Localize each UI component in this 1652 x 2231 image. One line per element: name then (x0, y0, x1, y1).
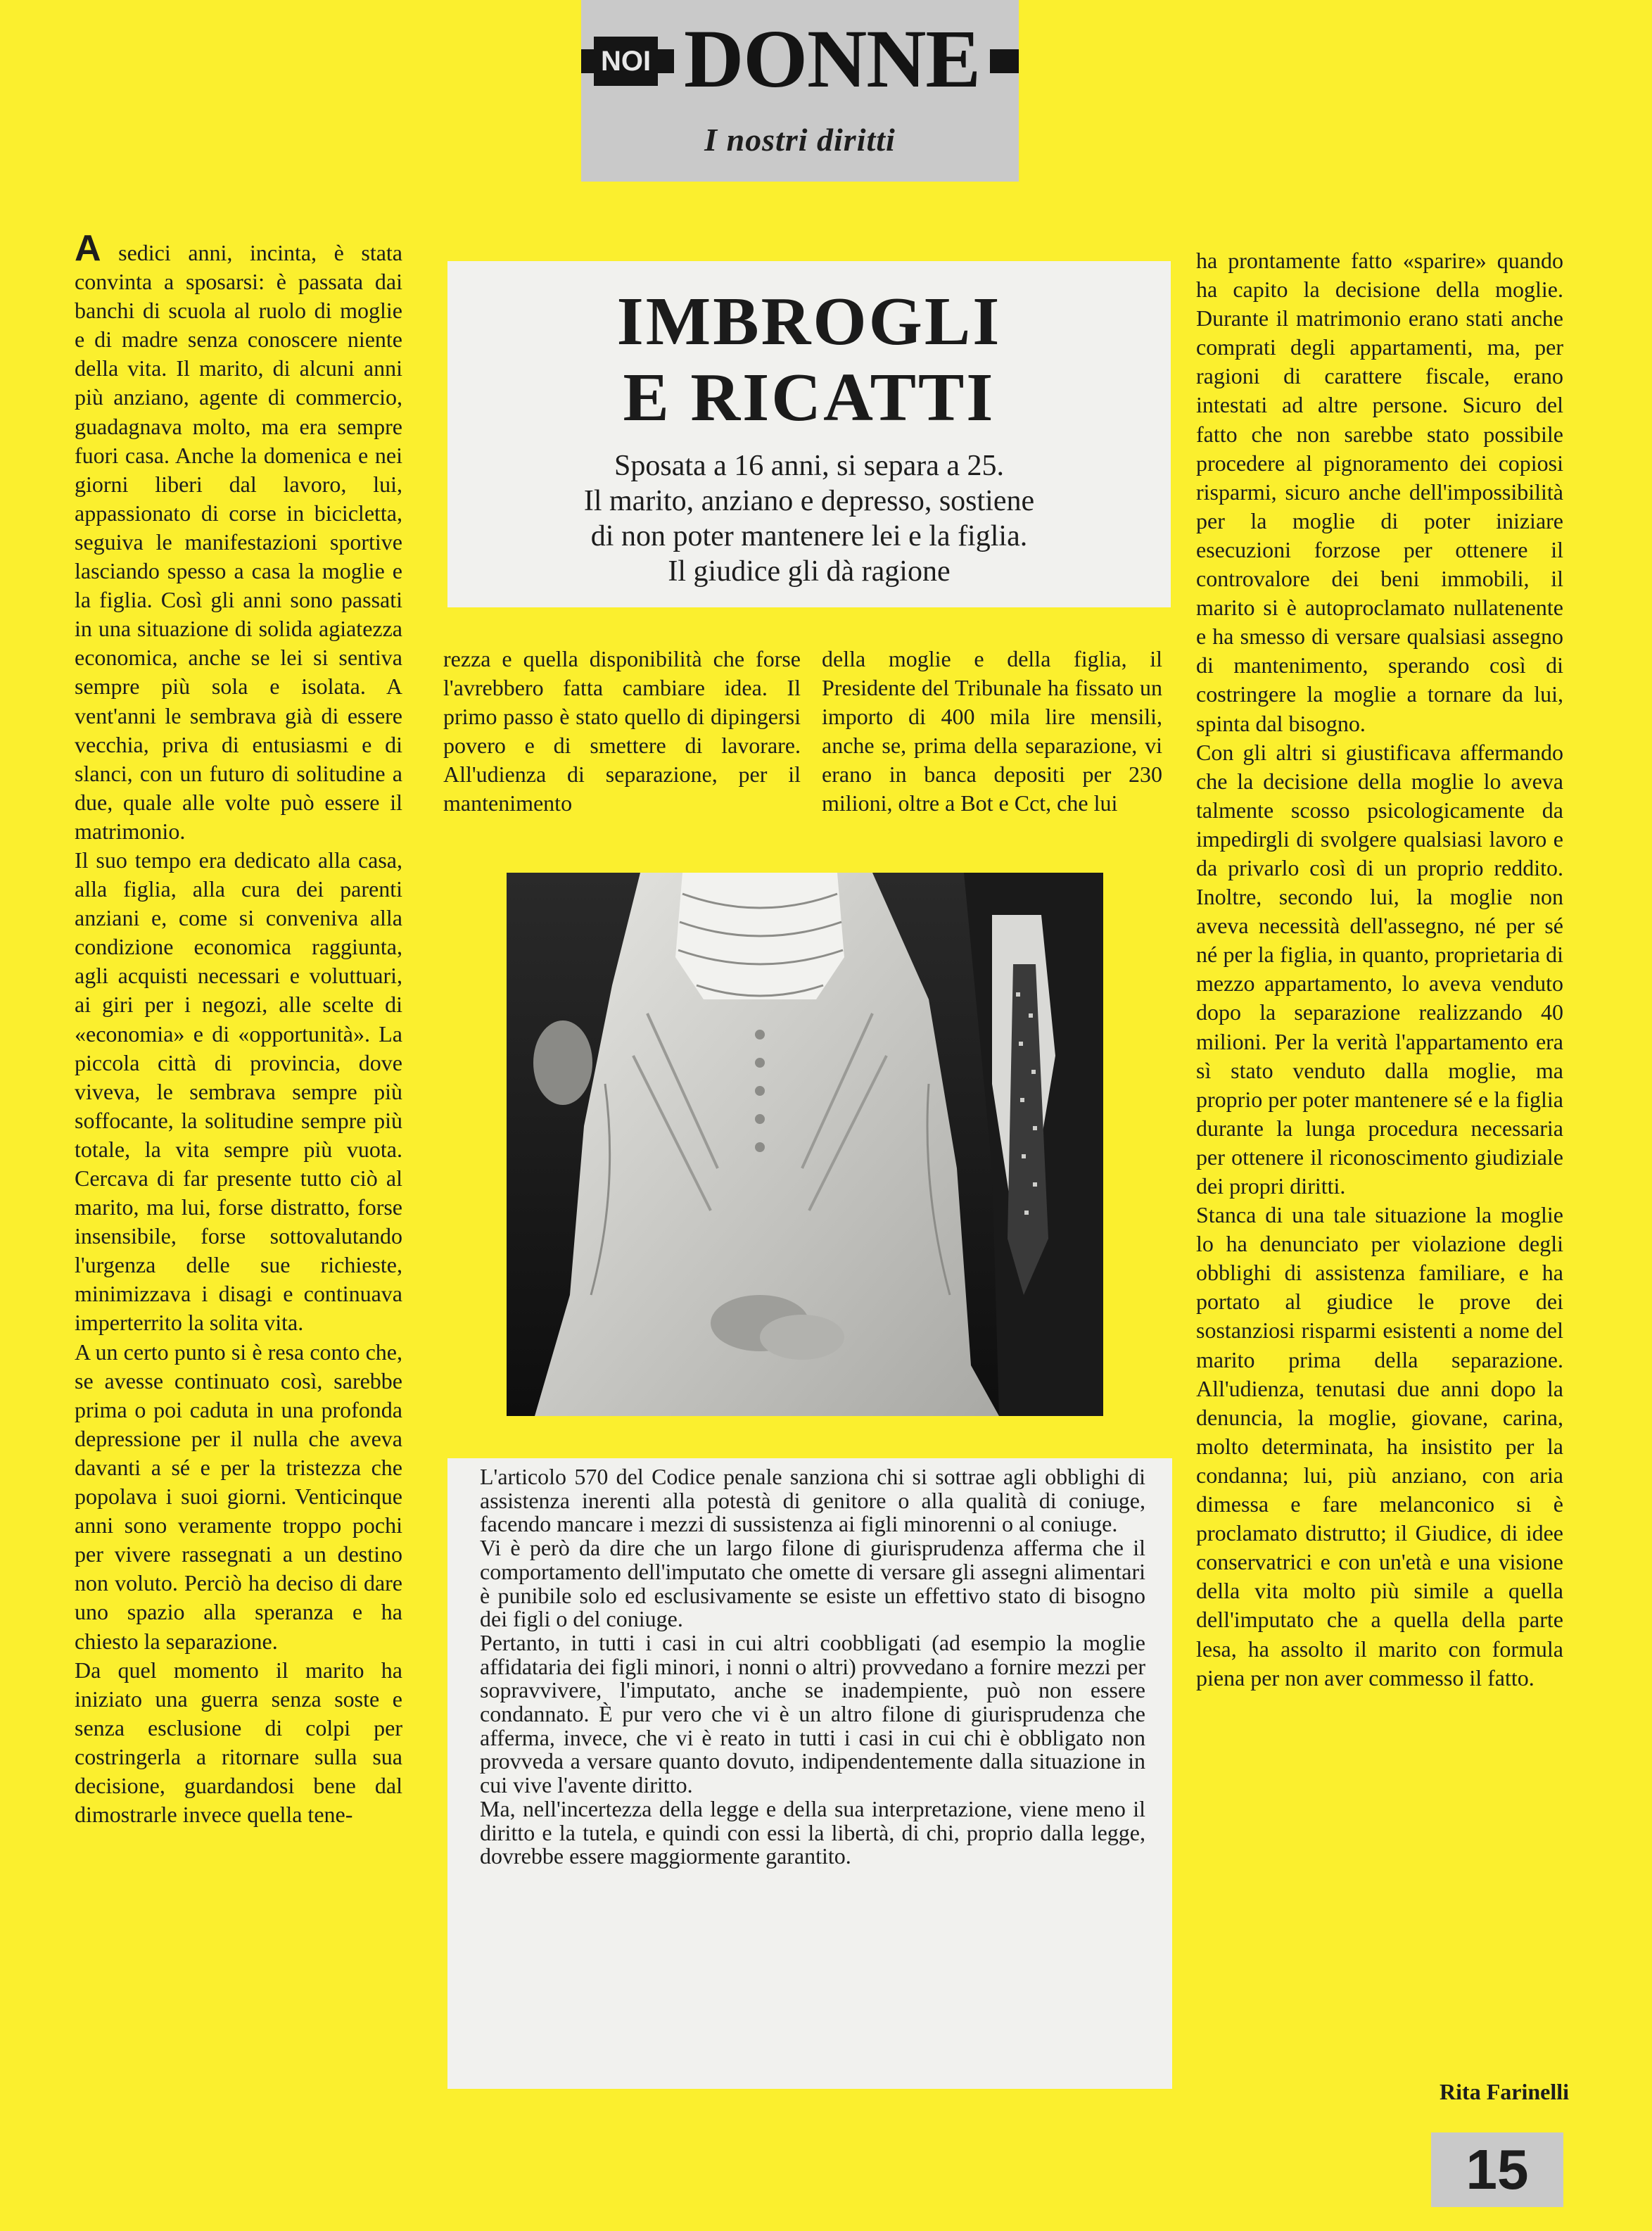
article-column-1 (75, 228, 403, 1829)
section-subtitle: I nostri diritti (704, 122, 896, 158)
masthead (581, 0, 1019, 182)
sidebar-paragraph: L'articolo 570 del Codice penale sanziona chi si sottrae agli obblighi di assistenza inerenti alla potestà di genitore o alla qualità di coniuge, facendo mancare i mezzi di sussistenza ai figli minorenni o al coniuge. (480, 1464, 1145, 1537)
author-signature: Rita Farinelli (1440, 2079, 1569, 2104)
article-paragraph: A un certo punto si è resa conto che, se avesse continuato così, sarebbe prima o poi caduta in una profonda depressione per il nulla che aveva davanti a sé e per la tristezza che popolava i suoi giorni. Venticinque anni sono veramente troppo pochi per vivere rassegnati a un destino non voluto. Perciò ha deciso di dare uno spazio alla speranza e ha chiesto la separazione. (75, 1339, 402, 1654)
article-paragraph (75, 228, 403, 846)
article-paragraph: Da quel momento il marito ha iniziato una guerra senza soste e senza esclusione di colpi per costringerla a ritornare sulla sua decisione, guardandosi bene dal dimostrarle invece quella tene- (75, 1657, 402, 1828)
deck-line: di non poter mantenere lei e la figlia. (590, 520, 1028, 552)
headline-line-2: E RICATTI (623, 360, 996, 436)
headline-line-1: IMBROGLI (616, 284, 1002, 360)
article-paragraph: Con gli altri si giustificava affermando che la decisione della moglie lo aveva talmente scosso psicologicamente da impedirgli di svolgere qualsiasi lavoro e da privarlo così di un proprio reddito. Inoltre, secondo lui, la moglie non aveva necessità dell'assegno, né per sé né per la figlia, in quanto, proprietaria di mezzo appartamento, lo aveva venduto dopo la separazione realizzando 40 milioni. Per la verità l'appartamento era sì stato venduto dalla moglie, ma proprio per poter mantenere sé e la figlia durante la lunga procedura necessaria per ottenere il riconoscimento giudiziale dei propri diritti. (1196, 739, 1563, 1199)
article-column-4 (1196, 246, 1563, 1693)
legal-sidebar-box (447, 1458, 1172, 2089)
sidebar-paragraph: Vi è però da dire che un largo filone di giurisprudenza afferma che il comportamento dell'imputato che omette di versare gli assegni alimentari è punibile solo ed esclusivamente se esiste un effettivo stato di bisogno dei figli o del coniuge. (480, 1535, 1145, 1632)
deck (447, 448, 1171, 589)
deck-line: Il marito, anziano e depresso, sostiene (583, 485, 1035, 517)
masthead-title: DONNE (674, 11, 990, 107)
page-number: 15 (1431, 2132, 1563, 2207)
headline (447, 284, 1171, 436)
deck-line: Sposata a 16 anni, si separa a 25. (614, 450, 1005, 482)
article-paragraph: Stanca di una tale situazione la moglie lo ha denunciato per violazione degli obblighi di assistenza familiare, e ha portato al giudice le prove dei sostanziosi risparmi esistenti a nome del marito prima della separazione. All'udienza, tenutasi due anni dopo la denuncia, la moglie, giovane, carina, molto determinata, ha insistito per la condanna; lui, più anziano, con aria dimessa e fare melanconico si è proclamato distrutto; il Giudice, di idee conservatrici e con un'età e una visione della vita molto più simile a quella dell'imputato che a quella della parte lesa, ha assolto il marito con formula piena per non aver commesso il fatto. (1196, 1202, 1563, 1690)
article-paragraph: Il suo tempo era dedicato alla casa, alla figlia, alla cura dei parenti anziani e, come si conveniva alla condizione economica raggiunta, agli acquisti necessari e voluttuari, ai giri per i negozi, alle scelte di «economia» e di «opportunità». La piccola città di provincia, dove viveva, le sembrava sempre più soffocante, la solitudine sempre più totale, la vita sempre più vuota. Cercava di far presente tutto ciò al marito, ma lui, forse distratto, forse insensibile, forse sottovalutando l'urgenza delle sue richieste, minimizzava i disagi e continuava imperterrito la solita vita. (75, 847, 402, 1336)
sidebar-paragraph: Pertanto, in tutti i casi in cui altri coobbligati (ad esempio la moglie affidataria dei figli minori, i nonni o altri) provvedano a fornire mezzi per sopravvivere, l'imputato, anche se inadempiente, può non essere condannato. È pur vero che vi è un altro filone di giurisprudenza che afferma, invece, che vi è reato in tutti i casi in cui chi è obbligato non provveda a versare quanto dovuto, indipendentemente dalla situazione in cui vive l'avente diritto. (480, 1629, 1145, 1798)
sidebar-paragraph: Ma, nell'incertezza della legge e della sua interpretazione, viene meno il diritto e la tutela, e quindi con essi la libertà, di chi, proprio dalla legge, dovrebbe essere maggiormente garantito. (480, 1795, 1145, 1869)
article-column-2 (443, 645, 801, 819)
drop-cap: A (75, 228, 101, 269)
article-column-3 (822, 645, 1162, 819)
masthead-noi: NOI (594, 37, 658, 86)
article-paragraph: ha prontamente fatto «sparire» quando ha capito la decisione della moglie. Durante il matrimonio erano stati anche comprati degli appartamenti, ma, per ragioni di carattere fiscale, erano intestati ad altre persone. Sicuro del fatto che non sarebbe stato possibile procedere al pignoramento dei copiosi risparmi, sicuro anche dell'impossibilità per la moglie di poter iniziare esecuzioni forzose per ottenere il controvalore dei beni immobili, il marito si è autoproclamato nullatenente e ha smesso di versare qualsiasi assegno di mantenimento, sperando così di costringere la moglie a tornare da lui, spinta dal bisogno. (1196, 248, 1563, 736)
legal-sidebar-text (480, 1465, 1145, 1869)
article-photo (507, 873, 1103, 1416)
article-text: sedici anni, incinta, è stata convinta a sposarsi: è passata dai banchi di scuola al ruolo di moglie e di madre senza conoscere niente della vita. Il marito, di alcuni anni più anziano, agente di commercio, guadagnava molto, ma era sempre fuori casa. Anche la domenica e nei giorni liberi dal lavoro, lui, appassionato di corse in bicicletta, seguiva le manifestazioni sportive lasciando spesso a casa la moglie e la figlia. Così gli anni sono passati in una situazione di solida agiatezza economica, anche se lei si sentiva sempre più sola e isolata. A vent'anni le sembrava già di essere vecchia, priva di entusiasmi e di slanci, con un futuro di solitudine a due, quale alle volte può essere il matrimonio. (75, 240, 403, 844)
deck-line: Il giudice gli dà ragione (668, 555, 951, 588)
headline-box (447, 261, 1171, 607)
wedding-photo-image (507, 873, 1103, 1416)
article-paragraph: della moglie e della figlia, il Presidente del Tribunale ha fissato un importo di 400 mila lire mensili, anche se, prima della separazione, vi erano in banca depositi per 230 milioni, oltre a Bot e Cct, che lui (822, 646, 1162, 816)
article-paragraph: rezza e quella disponibilità che forse l'avrebbero fatta cambiare idea. Il primo passo è stato quello di dipingersi povero e di smettere di lavorare. All'udienza di separazione, per il mantenimento (443, 646, 801, 816)
